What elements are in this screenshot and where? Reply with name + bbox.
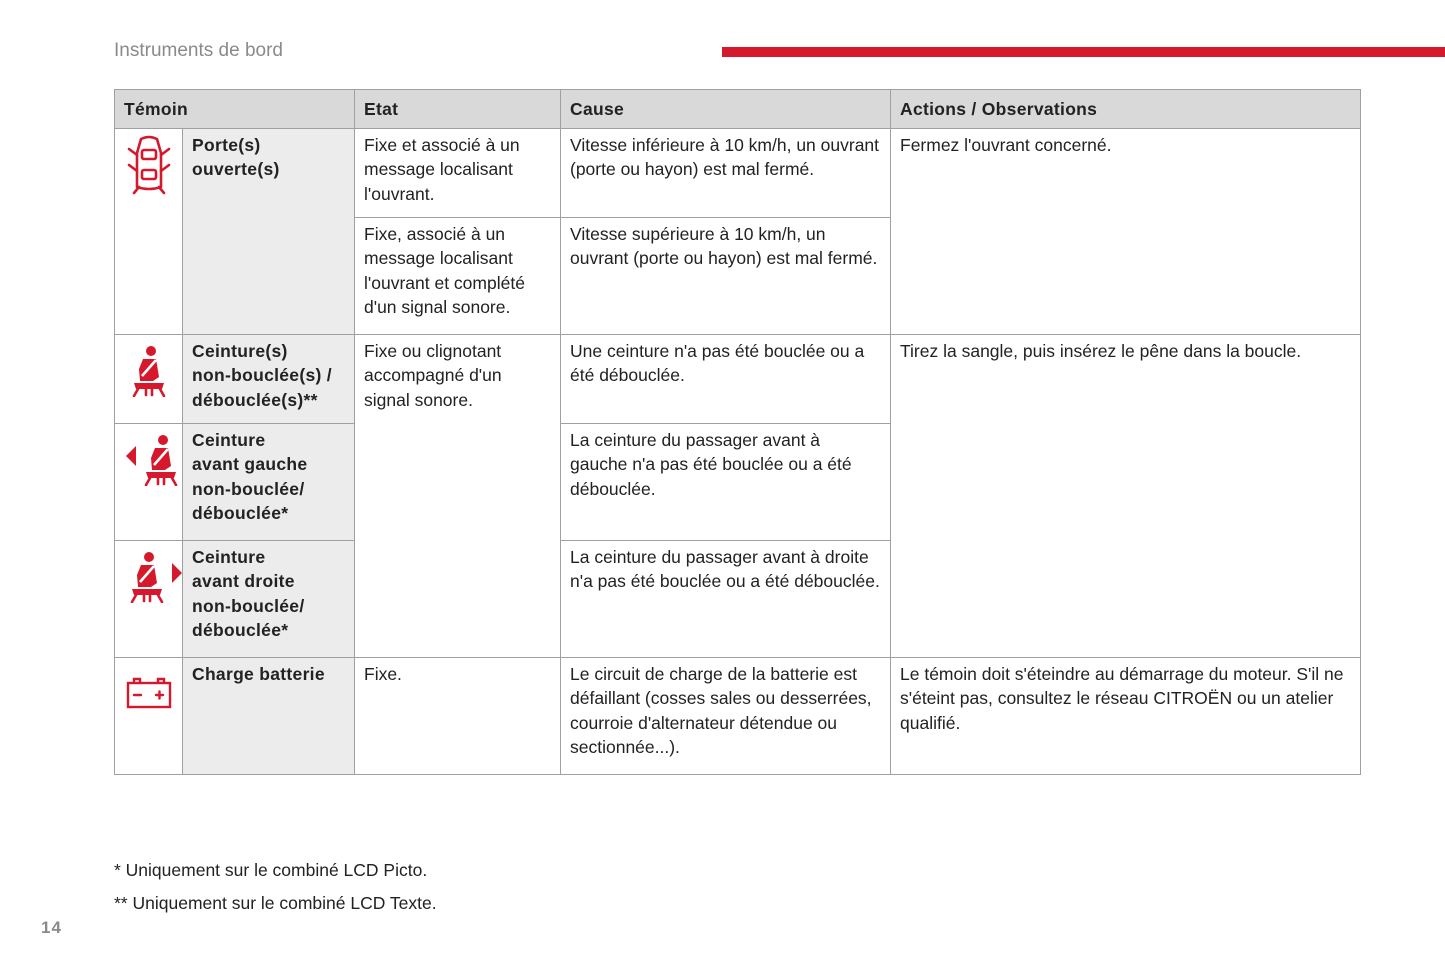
etat-battery: Fixe. xyxy=(355,658,561,775)
cause-doors-fast: Vitesse supérieure à 10 km/h, un ouvrant (porte ou hayon) est mal fermé. xyxy=(561,218,891,335)
page-number: 14 xyxy=(41,918,62,937)
action-doors: Fermez l'ouvrant concerné. xyxy=(891,129,1361,335)
etat-doors-slow: Fixe et associé à un message localisant l'ouvrant. xyxy=(355,129,561,218)
header-accent-bar xyxy=(722,47,1445,57)
action-seatbelt: Tirez la sangle, puis insérez le pêne dans la boucle. xyxy=(891,335,1361,658)
column-header-actions: Actions / Observations xyxy=(891,90,1361,129)
cause-seatbelt-right: La ceinture du passager avant à droite n'a pas été bouclée ou a été débouclée. xyxy=(561,541,891,658)
seatbelt-front-right-icon xyxy=(115,541,183,658)
indicator-name-seatbelt: Ceinture(s) non-bouclée(s) / débouclée(s)** xyxy=(183,335,355,424)
column-header-cause: Cause xyxy=(561,90,891,129)
column-header-temoin: Témoin xyxy=(115,90,355,129)
etat-doors-fast: Fixe, associé à un message localisant l'ouvrant et complété d'un signal sonore. xyxy=(355,218,561,335)
warning-lights-table xyxy=(114,89,1361,775)
table-row xyxy=(115,335,1361,424)
battery-icon xyxy=(115,658,183,775)
etat-seatbelt: Fixe ou clignotant accompagné d'un signal sonore. xyxy=(355,335,561,658)
cause-seatbelt-left: La ceinture du passager avant à gauche n'a pas été bouclée ou a été débouclée. xyxy=(561,424,891,541)
seatbelt-icon xyxy=(115,335,183,424)
indicator-name-seatbelt-left: Ceinture avant gauche non-bouclée/ débouclée* xyxy=(183,424,355,541)
seatbelt-front-left-icon xyxy=(115,424,183,541)
table-row xyxy=(115,129,1361,218)
indicator-name-seatbelt-right: Ceinture avant droite non-bouclée/ débouclée* xyxy=(183,541,355,658)
cause-seatbelt: Une ceinture n'a pas été bouclée ou a été débouclée. xyxy=(561,335,891,424)
indicator-name-doors: Porte(s) ouverte(s) xyxy=(183,129,355,335)
door-open-icon xyxy=(115,129,183,335)
column-header-etat: Etat xyxy=(355,90,561,129)
action-battery: Le témoin doit s'éteindre au démarrage du moteur. S'il ne s'éteint pas, consultez le réseau CITROËN ou un atelier qualifié. xyxy=(891,658,1361,775)
footnote-lcd-picto: * Uniquement sur le combiné LCD Picto. xyxy=(114,860,428,880)
footnote-lcd-texte: ** Uniquement sur le combiné LCD Texte. xyxy=(114,893,437,913)
cause-doors-slow: Vitesse inférieure à 10 km/h, un ouvrant (porte ou hayon) est mal fermé. xyxy=(561,129,891,218)
table-row xyxy=(115,658,1361,775)
page-section-title: Instruments de bord xyxy=(114,40,283,61)
indicator-name-battery: Charge batterie xyxy=(183,658,355,775)
table-header-row xyxy=(115,90,1361,129)
cause-battery: Le circuit de charge de la batterie est défaillant (cosses sales ou desserrées, courroie d'alternateur détendue ou sectionnée...). xyxy=(561,658,891,775)
